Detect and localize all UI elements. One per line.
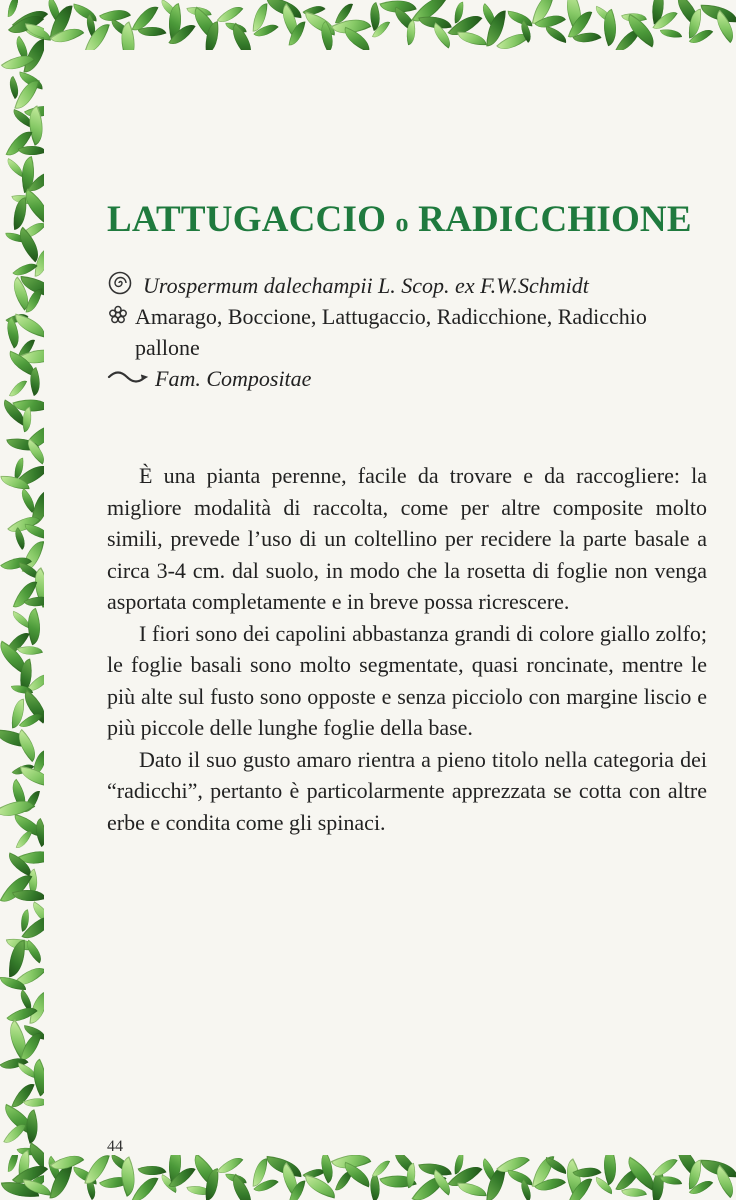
paragraph-3: Dato il suo gusto amaro rientra a pieno titolo nella categoria dei “radicchi”, pertanto è particolarmente apprezzata se cotta con altre erbe e condita come gli spinaci.	[107, 746, 707, 835]
common-names: Amarago, Boccione, Lattugaccio, Radicchione, Radicchio pallone	[135, 304, 647, 360]
leaf-icon	[8, 0, 18, 17]
leaf-icon	[544, 26, 570, 43]
plant-metadata	[107, 270, 707, 394]
title-part1: LATTUGACCIO	[107, 199, 387, 240]
leaf-icon	[16, 828, 33, 851]
leaf-icon	[457, 1182, 486, 1197]
leaf-icon	[24, 23, 44, 39]
leaf-border-top	[0, 0, 736, 50]
page-title	[107, 198, 717, 241]
leaf-icon	[22, 1179, 52, 1195]
title-connector: o	[395, 208, 409, 237]
wave-icon	[107, 365, 151, 391]
leaf-icon	[506, 1170, 533, 1186]
leaf-border-left	[0, 0, 44, 1200]
leaf-icon	[302, 1174, 339, 1198]
leaf-icon	[6, 126, 33, 161]
family-name: Fam. Compositae	[155, 366, 312, 391]
leaf-icon	[457, 31, 486, 46]
paragraph-1: È una pianta perenne, facile da trovare e da raccogliere: la migliore modalità di raccolta, come per altre composite molto simili, prevede l’uso di un coltellino per recidere la parte basale a circa 3-4 cm. dal suolo, in modo che la rosetta di foglie non venga asportata completamente e in breve possa ricrescere.	[107, 463, 707, 614]
leaf-icon	[132, 1172, 159, 1200]
title-part2: RADICCHIONE	[418, 199, 692, 240]
family-line	[107, 363, 707, 394]
leaf-icon	[9, 377, 27, 400]
leaf-icon	[13, 577, 37, 611]
leaf-border-bottom	[0, 1155, 736, 1200]
paragraph-2: I fiori sono dei capolini abbastanza grandi di colore giallo zolfo; le foglie basali sono molto segmentate, quasi roncinate, mentre le più alte sul fusto sono opposte e senza picciolo con margine liscio e più piccole delle lunghe foglie della base.	[107, 620, 707, 740]
leaf-icon	[660, 27, 682, 41]
leaf-icon	[23, 524, 44, 540]
scientific-name: Urospermum dalechampii L. Scop. ex F.W.Schmidt	[143, 273, 589, 298]
scientific-name-line	[107, 270, 707, 301]
flower-icon	[107, 301, 129, 335]
leaf-icon	[8, 1155, 18, 1172]
leaf-icon	[389, 1155, 421, 1176]
leaf-icon	[506, 11, 533, 27]
leaf-icon	[26, 287, 43, 315]
spiral-icon	[107, 270, 133, 304]
common-names-line	[107, 301, 707, 363]
description-text	[107, 460, 707, 838]
page-number: 44	[107, 1138, 123, 1155]
leaf-icon	[70, 3, 98, 21]
